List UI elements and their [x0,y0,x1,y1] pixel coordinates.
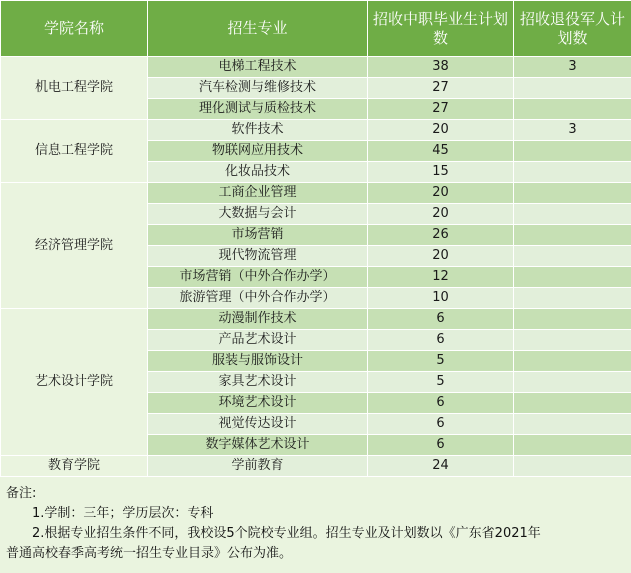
vocational-quota-cell: 10 [368,288,514,309]
major-name-cell: 视觉传达设计 [148,414,368,435]
vocational-quota-cell: 6 [368,435,514,456]
college-name-cell: 机电工程学院 [1,57,148,120]
college-name-cell: 经济管理学院 [1,183,148,309]
major-name-cell: 市场营销 [148,225,368,246]
major-name-cell: 现代物流管理 [148,246,368,267]
vocational-quota-cell: 20 [368,204,514,225]
table-row [1,57,631,78]
veteran-quota-cell [514,456,631,477]
veteran-quota-cell [514,204,631,225]
major-name-cell: 物联网应用技术 [148,141,368,162]
vocational-quota-cell: 6 [368,309,514,330]
vocational-quota-cell: 15 [368,162,514,183]
major-name-cell: 市场营销（中外合作办学） [148,267,368,288]
major-name-cell: 环境艺术设计 [148,393,368,414]
vocational-quota-cell: 6 [368,414,514,435]
major-name-cell: 软件技术 [148,120,368,141]
notes-line-1: 1.学制：三年；学历层次：专科 [32,506,214,521]
header-vocational-quota: 招收中职毕业生计划数 [368,1,514,57]
notes-line-3: 普通高校春季高考统一招生专业目录》公布为准。 [6,546,293,561]
veteran-quota-cell [514,435,631,456]
vocational-quota-cell: 20 [368,120,514,141]
table-body [1,57,631,477]
veteran-quota-cell [514,288,631,309]
vocational-quota-cell: 5 [368,372,514,393]
major-name-cell: 旅游管理（中外合作办学） [148,288,368,309]
veteran-quota-cell [514,330,631,351]
veteran-quota-cell: 3 [514,120,631,141]
vocational-quota-cell: 5 [368,351,514,372]
major-name-cell: 服装与服饰设计 [148,351,368,372]
header-college: 学院名称 [1,1,148,57]
veteran-quota-cell: 3 [514,57,631,78]
vocational-quota-cell: 6 [368,330,514,351]
veteran-quota-cell [514,225,631,246]
veteran-quota-cell [514,351,631,372]
college-name-cell: 信息工程学院 [1,120,148,183]
vocational-quota-cell: 27 [368,99,514,120]
veteran-quota-cell [514,246,631,267]
vocational-quota-cell: 27 [368,78,514,99]
major-name-cell: 家具艺术设计 [148,372,368,393]
header-veteran-quota: 招收退役军人计划数 [514,1,631,57]
college-name-cell: 教育学院 [1,456,148,477]
table-header-row [1,1,631,57]
major-name-cell: 电梯工程技术 [148,57,368,78]
veteran-quota-cell [514,78,631,99]
header-major: 招生专业 [148,1,368,57]
major-name-cell: 产品艺术设计 [148,330,368,351]
vocational-quota-cell: 12 [368,267,514,288]
vocational-quota-cell: 20 [368,246,514,267]
college-name-cell: 艺术设计学院 [1,309,148,456]
veteran-quota-cell [514,309,631,330]
veteran-quota-cell [514,267,631,288]
veteran-quota-cell [514,183,631,204]
table-row [1,183,631,204]
veteran-quota-cell [514,99,631,120]
veteran-quota-cell [514,162,631,183]
veteran-quota-cell [514,372,631,393]
notes-section [0,482,631,573]
vocational-quota-cell: 38 [368,57,514,78]
veteran-quota-cell [514,393,631,414]
major-name-cell: 数字媒体艺术设计 [148,435,368,456]
notes-line-2: 2.根据专业招生条件不同，我校设5个院校专业组。招生专业及计划数以《广东省2021年 [32,526,541,541]
vocational-quota-cell: 20 [368,183,514,204]
veteran-quota-cell [514,414,631,435]
notes-title: 备注: [6,486,37,501]
major-name-cell: 工商企业管理 [148,183,368,204]
table-row [1,309,631,330]
major-name-cell: 动漫制作技术 [148,309,368,330]
major-name-cell: 学前教育 [148,456,368,477]
major-name-cell: 汽车检测与维修技术 [148,78,368,99]
major-name-cell: 大数据与会计 [148,204,368,225]
major-name-cell: 理化测试与质检技术 [148,99,368,120]
vocational-quota-cell: 26 [368,225,514,246]
major-name-cell: 化妆品技术 [148,162,368,183]
veteran-quota-cell [514,141,631,162]
table-row [1,456,631,477]
vocational-quota-cell: 24 [368,456,514,477]
vocational-quota-cell: 6 [368,393,514,414]
table-row [1,120,631,141]
vocational-quota-cell: 45 [368,141,514,162]
